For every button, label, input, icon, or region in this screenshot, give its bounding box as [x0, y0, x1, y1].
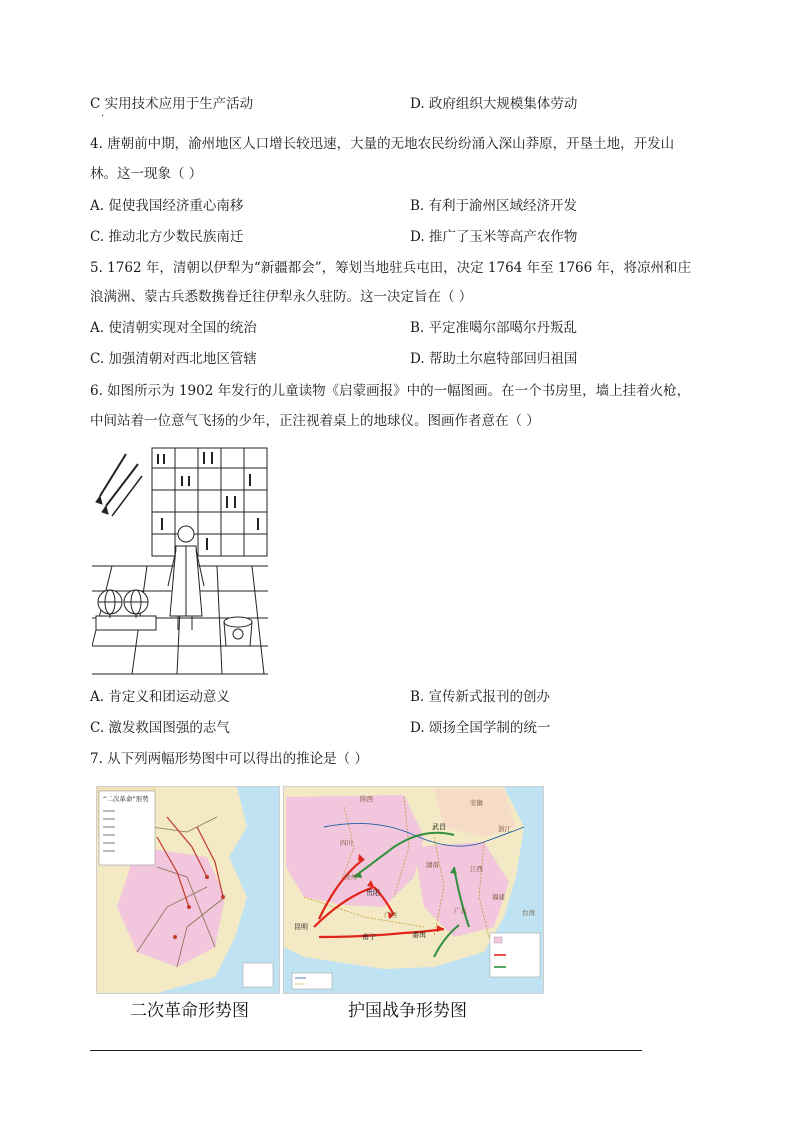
- label-guizhou: 贵州: [344, 873, 357, 881]
- label-sichuan: 四川: [340, 839, 353, 847]
- label-guangdong: 广东: [454, 907, 467, 915]
- q4-option-d: D. 推广了玉米等高产农作物: [410, 229, 578, 245]
- q5-option-b: B. 平定准噶尔部噶尔丹叛乱: [410, 320, 578, 336]
- second-revolution-map: [96, 786, 280, 994]
- q6-stem-line2: 中间站着一位意气飞扬的少年，正注视着桌上的地球仪。图画作者意在（ ）: [90, 413, 540, 429]
- label-fujian: 福建: [492, 893, 505, 901]
- label-guangxi: 广西: [384, 911, 397, 919]
- label-jiangxi: 江西: [470, 865, 483, 873]
- q4-stem-line1: 4. 唐朝前中期，渝州地区人口增长较迅速，大量的无地农民纷纷涌入深山莽原，开垦土地，开发山: [90, 136, 675, 152]
- label-kunming: 昆明: [294, 923, 308, 931]
- q5-option-d: D. 帮助土尔扈特部回归祖国: [410, 351, 578, 367]
- study-room-drawing: [92, 446, 268, 676]
- q5-option-c: C. 加强清朝对西北地区管辖: [90, 351, 257, 367]
- q6-option-a: A. 肯定义和团运动意义: [90, 689, 230, 705]
- q4-option-a: A. 促使我国经济重心南移: [90, 198, 244, 214]
- label-wuchang: 武昌: [432, 823, 446, 831]
- q7-stem: 7. 从下列两幅形势图中可以得出的推论是（ ）: [90, 751, 368, 767]
- label-nanning: 南宁: [362, 933, 376, 941]
- caption-national-protection-war: 护国战争形势图: [348, 1001, 467, 1021]
- left-map-title: “二次革命”形势: [103, 795, 149, 803]
- study-room-illustration: [92, 446, 268, 676]
- national-protection-war-map-drawing: [284, 787, 543, 993]
- q3-option-d: D. 政府组织大规模集体劳动: [410, 96, 578, 112]
- q3-option-c: C 实用技术应用于生产活动: [90, 96, 254, 112]
- q6-option-b: B. 宣传新式报刊的创办: [410, 689, 551, 705]
- q5-stem-line1: 5. 1762 年，清朝以伊犁为“新疆都会”，筹划当地驻兵屯田，决定 1764 年至 1766 年，将凉州和庄: [90, 260, 691, 276]
- label-zhejiang: 浙江: [498, 825, 511, 833]
- q6-stem-line1: 6. 如图所示为 1902 年发行的儿童读物《启蒙画报》中的一幅图画。在一个书房里，墙上挂着火枪，: [90, 383, 691, 399]
- page-footer-rule: [90, 1050, 642, 1051]
- q4-option-c: C. 推动北方少数民族南迁: [90, 229, 244, 245]
- label-hunan: 湖南: [426, 861, 439, 869]
- label-panyu: 番禺: [412, 931, 426, 939]
- emphasis-dot: ·: [101, 111, 105, 122]
- national-protection-war-map: [283, 786, 544, 994]
- q6-option-d: D. 颂扬全国学制的统一: [410, 720, 551, 736]
- q4-stem-line2: 林。这一现象（ ）: [90, 166, 203, 182]
- q5-option-a: A. 使清朝实现对全国的统治: [90, 320, 257, 336]
- label-anhui: 安徽: [470, 799, 483, 807]
- second-revolution-map-drawing: [97, 787, 279, 993]
- q6-option-c: C. 激发救国图强的志气: [90, 720, 230, 736]
- label-guiyang: 贵阳: [366, 889, 380, 897]
- label-shaanxi: 陕西: [360, 795, 373, 803]
- q4-option-b: B. 有利于渝州区域经济开发: [410, 198, 578, 214]
- caption-second-revolution: 二次革命形势图: [130, 1001, 249, 1021]
- label-taiwan: 台湾: [522, 909, 535, 917]
- q5-stem-line2: 浪满洲、蒙古兵悉数携眷迁往伊犁永久驻防。这一决定旨在（ ）: [90, 289, 473, 305]
